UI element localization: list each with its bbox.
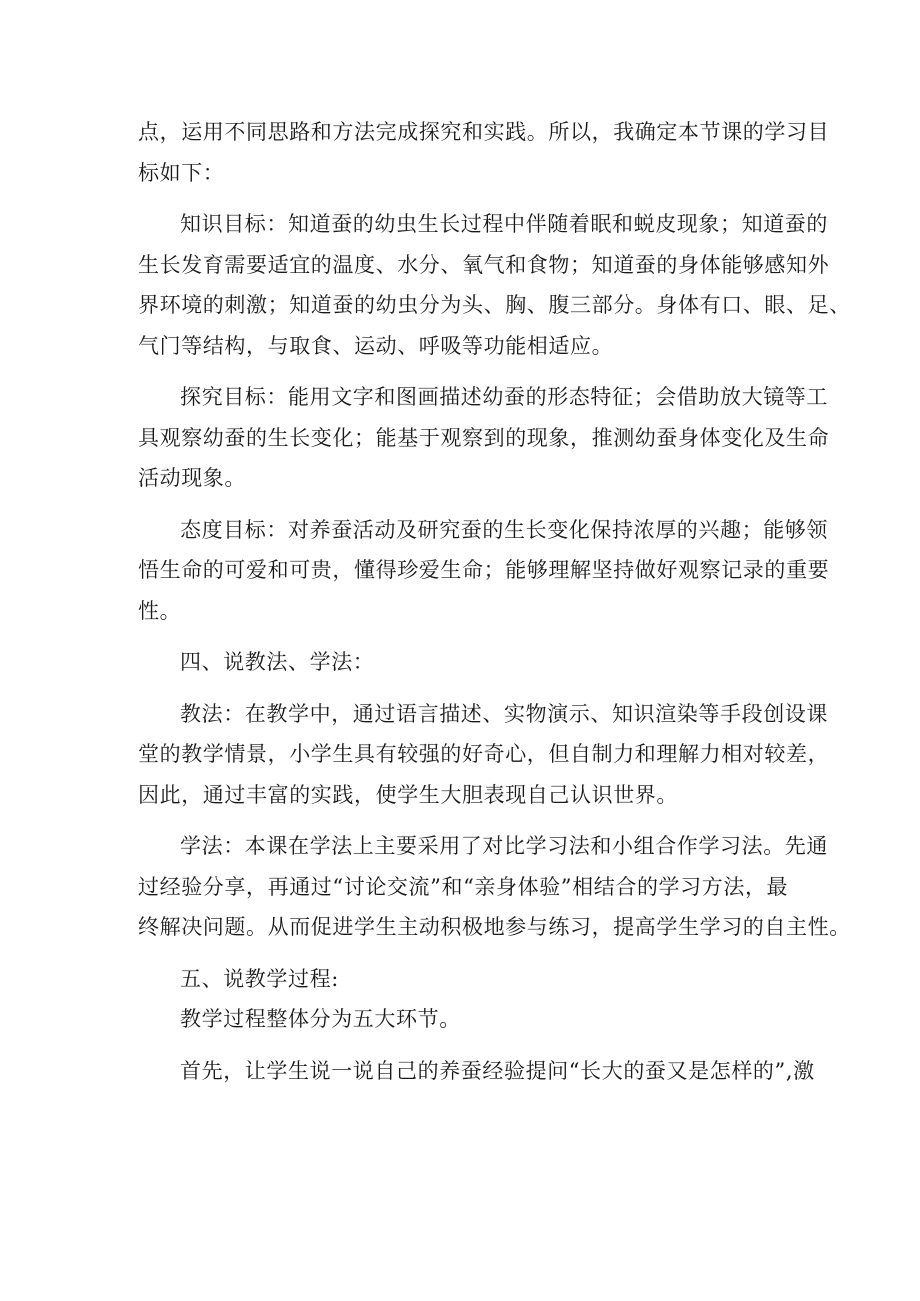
- text-line: 堂的教学情景，小学生具有较强的好奇心，但自制力和理解力相对较差，: [138, 742, 830, 766]
- text-line: 态度目标：对养蚕活动及研究蚕的生长变化保持浓厚的兴趣；能够领: [180, 517, 828, 542]
- text-line: 悟生命的可爱和可贵，懂得珍爱生命；能够理解坚持做好观察记录的重要: [138, 558, 830, 582]
- text-line: 教学过程整体分为五大环节。: [180, 1007, 461, 1031]
- section-heading: 五、说教学过程:: [180, 966, 339, 991]
- paragraph-objectives-intro: [138, 112, 830, 193]
- text-line: 标如下：: [138, 160, 225, 185]
- text-line: 探究目标：能用文字和图画描述幼蚕的形态特征；会借助放大镜等工: [180, 385, 828, 409]
- document-body: [138, 112, 851, 1102]
- section-heading-methods: [138, 642, 793, 683]
- paragraph-first-step: [138, 1051, 815, 1092]
- text-line: 生长发育需要适宜的温度、水分、氧气和食物；知道蚕的身体能够感知外: [138, 252, 830, 277]
- text-line: 具观察幼蚕的生长变化；能基于观察到的现象，推测幼蚕身体变化及生命: [138, 425, 830, 450]
- text-line: 性。: [138, 598, 182, 623]
- text-line: 知识目标：知道蚕的幼虫生长过程中伴随着眠和蜕皮现象；知道蚕的: [180, 212, 828, 236]
- text-line: 首先，让学生说一说自己的养蚕经验提问“长大的蚕又是怎样的”,激: [180, 1058, 815, 1083]
- section-heading-process: [138, 959, 793, 1000]
- text-line: 界环境的刺激；知道蚕的幼虫分为头、胸、腹三部分。身体有口、眼、足、: [138, 293, 851, 317]
- text-line: 点，运用不同思路和方法完成探究和实践。所以，我确定本节课的学习目: [138, 120, 830, 144]
- text-line: 教法：在教学中，通过语言描述、实物演示、知识渲染等手段创设课: [180, 701, 828, 726]
- text-line: 因此，通过丰富的实践，使学生大胆表现自己认识世界。: [138, 782, 678, 807]
- text-line: 学法：本课在学法上主要采用了对比学习法和小组合作学习法。先通: [180, 834, 828, 858]
- section-heading: 四、说教法、学法：: [180, 650, 375, 674]
- paragraph-inquiry-objective: [138, 377, 830, 499]
- text-line: 气门等结构，与取食、运动、呼吸等功能相适应。: [138, 333, 614, 358]
- paragraph-attitude-objective: [138, 510, 830, 632]
- paragraph-teaching-method: [138, 694, 830, 816]
- paragraph-learning-method: [138, 826, 851, 948]
- text-line: 活动现象。: [138, 466, 246, 490]
- paragraph-process-overview: [138, 999, 793, 1040]
- text-line: 终解决问题。从而促进学生主动积极地参与练习，提高学生学习的自主性。: [138, 915, 851, 939]
- paragraph-knowledge-objective: [138, 204, 851, 366]
- text-line: 过经验分享，再通过“讨论交流”和“亲身体验”相结合的学习方法，最: [138, 874, 789, 899]
